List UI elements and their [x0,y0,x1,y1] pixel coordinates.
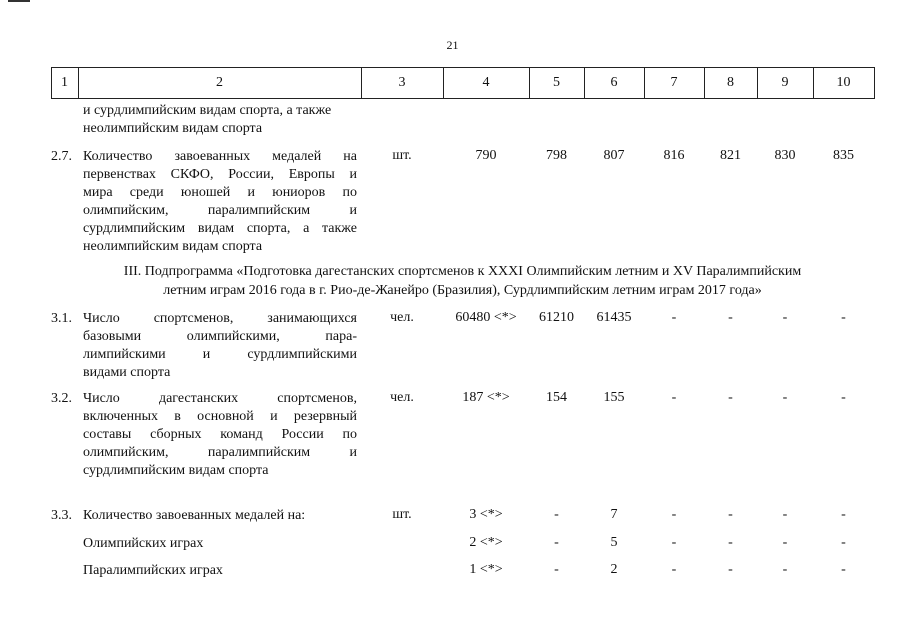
value-cell: 1 <*> [469,562,503,577]
value-cell: - [671,507,677,522]
value-cell: - [782,535,788,550]
header-cell: 4 [482,75,490,90]
value-cell: 7 [610,507,618,522]
value-cell: 790 [475,148,497,163]
text-line: Число дагестанских спортсменов, [83,391,357,406]
unit-cell: чел. [390,390,414,405]
value-cell: - [671,310,677,325]
header-cell: 9 [781,75,789,90]
value-cell: 155 [603,390,625,405]
value-cell: - [841,310,846,325]
row-description: Олимпийских играх [83,536,204,551]
text-line: первенствах СКФО, России, Европы и [83,167,357,182]
row-number: 3.3. [51,508,72,523]
value-cell: - [554,535,559,550]
continuation-text [83,102,358,138]
value-cell: - [841,507,846,522]
text-line: олимпийским, паралимпийским и [83,445,357,460]
value-cell: - [841,390,846,405]
value-cell: - [782,310,788,325]
value-cell: - [671,390,677,405]
text-line: олимпийским, паралимпийским и [83,203,357,218]
text-line: базовыми олимпийскими, пара- [83,329,357,344]
value-cell: - [782,507,788,522]
value-cell: - [728,535,733,550]
scan-mark [8,0,30,2]
text-line: Количество завоеванных медалей на [83,149,357,164]
value-cell: 61435 [596,310,632,325]
unit-cell: чел. [390,310,414,325]
value-cell: 807 [603,148,625,163]
value-cell: 835 [833,148,854,163]
value-cell: 816 [663,148,685,163]
text-line: III. Подпрограмма «Подготовка дагестанских спортсменов к XXXI Олимпийским летним и XV Паралимпийским [123,264,802,279]
value-cell: 2 [610,562,618,577]
header-cell: 1 [61,75,68,90]
header-cell: 8 [727,75,734,90]
text-line: летним играм 2016 года в г. Рио-де-Жанейро (Бразилия), Сурдлимпийским летним играм 2017 года» [163,283,762,298]
text-line: мира среди юношей и юниоров по [83,185,357,200]
value-cell: - [782,390,788,405]
text-line: видами спорта [83,365,171,380]
text-line: лимпийскими и сурдлимпийскими [83,347,357,362]
text-line: и сурдлимпийским видам спорта, а также [83,103,332,118]
value-cell: 5 [610,535,618,550]
value-cell: 830 [774,148,796,163]
header-cell: 5 [553,75,560,90]
row-description [83,310,357,382]
unit-cell: шт. [392,507,412,522]
header-cell: 10 [836,75,851,90]
text-line: составы сборных команд России по [83,427,357,442]
value-cell: 154 [546,390,567,405]
value-cell: 3 <*> [469,507,503,522]
text-line: неолимпийским видам спорта [83,239,263,254]
value-cell: - [554,507,559,522]
value-cell: 821 [720,148,741,163]
row-description [83,148,357,256]
header-cell: 7 [670,75,678,90]
header-cell: 6 [610,75,618,90]
unit-cell: шт. [392,148,412,163]
value-cell: - [728,507,733,522]
value-cell: - [554,562,559,577]
row-description: Количество завоеванных медалей на: [83,508,306,523]
value-cell: 187 <*> [462,390,510,405]
row-number: 2.7. [51,149,72,164]
value-cell: - [841,562,846,577]
value-cell: 2 <*> [469,535,503,550]
text-line: сурдлимпийским видам спорта, а также [83,221,357,236]
row-number: 3.1. [51,311,72,326]
value-cell: 798 [546,148,567,163]
text-line: сурдлимпийским видам спорта [83,463,269,478]
value-cell: 60480 <*> [455,310,517,325]
text-line: неолимпийским видам спорта [83,121,263,136]
value-cell: - [728,390,733,405]
subprogram-heading [60,262,865,300]
row-number: 3.2. [51,391,72,406]
value-cell: 61210 [539,310,574,325]
header-cell: 3 [398,75,406,90]
value-cell: - [728,562,733,577]
value-cell: - [841,535,846,550]
page-number: 21 [446,38,459,52]
value-cell: - [782,562,788,577]
table-header [51,67,875,99]
row-description: Паралимпийских играх [83,563,223,578]
header-cell: 2 [216,75,223,90]
text-line: Число спортсменов, занимающихся [83,311,357,326]
value-cell: - [671,562,677,577]
row-description [83,390,357,480]
value-cell: - [671,535,677,550]
text-line: включенных в основной и резервный [83,409,357,424]
value-cell: - [728,310,733,325]
